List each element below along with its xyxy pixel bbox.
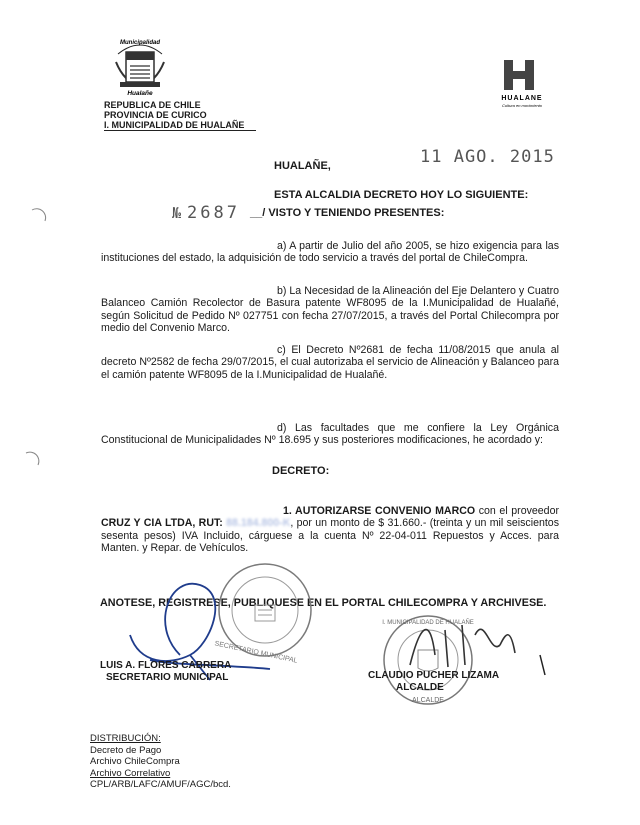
logo-tagline: Cultura en movimiento	[501, 103, 543, 108]
hualane-logo-icon	[498, 58, 546, 108]
punch-hole-mark-top	[28, 205, 48, 225]
crest-bottom-text: Hualañe	[127, 90, 153, 97]
distribution-title: DISTRIBUCIÓN:	[90, 733, 161, 744]
secretary-signature-block	[100, 660, 231, 684]
secretary-title: SECRETARIO MUNICIPAL	[106, 672, 229, 683]
place-label: HUALAÑE,	[274, 160, 331, 172]
paragraph-b: b) La Necesidad de la Alineación del Eje Delantero y Cuatro Balanceo Camión Recolector de Basura patente WF8095 de la I.Municipalidad de Hualañé, según Solicitud de Pedido Nº 027751 con fecha 27/07/2015, a través del Portal Chilecompra por medio del Convenio Marco.	[101, 285, 559, 335]
mayor-stamp-text: ALCALDE	[412, 697, 444, 704]
decreto-title: DECRETO:	[272, 465, 330, 477]
decree-number-row	[172, 203, 444, 223]
mayor-name: CLAUDIO PUCHER LIZAMA	[368, 670, 500, 681]
country-line: REPUBLICA DE CHILE	[104, 100, 201, 110]
decree-number-stamp: 2687	[187, 203, 240, 223]
distribution-item: Archivo Correlativo	[90, 767, 171, 779]
distribution-item: CPL/ARB/LAFC/AMUF/AGC/bcd.	[90, 779, 231, 791]
secretary-stamp-text: SECRETARIO MUNICIPAL	[213, 640, 299, 665]
secretary-name: LUIS A. FLORES CABRERA	[100, 660, 232, 671]
institution-header	[104, 100, 256, 131]
provider-rut-redacted: 88.184.800-K	[226, 517, 291, 530]
crest-top-text: Municipalidad	[119, 40, 161, 46]
distribution-item: Archivo ChileCompra	[90, 756, 180, 768]
paragraph-a: a) A partir de Julio del año 2005, se hizo exigencia para las instituciones del estado, la adquisición de todo servicio a través del portal de ChileCompra.	[101, 240, 559, 265]
provider-name: CRUZ Y CIA LTDA, RUT:	[101, 517, 223, 530]
municipality-line: I. MUNICIPALIDAD DE HUALAÑE	[104, 120, 256, 131]
logo-name: HUALANE	[501, 95, 543, 102]
distribution-block	[90, 733, 231, 791]
municipality-crest-icon	[108, 32, 172, 98]
closing-line: ANOTESE, REGISTRESE, PUBLIQUESE EN EL PORTAL CHILECOMPRA Y ARCHIVESE.	[100, 597, 547, 609]
punch-hole-mark-bottom	[22, 448, 42, 468]
mayor-stamp-municipality: I. MUNICIPALIDAD DE HUALAÑE	[382, 620, 474, 626]
item-1-text-b: , por un monto de $ 31.660.- (treinta y un mil seiscientos sesenta pesos) IVA Incluido, cárguese a la cuenta Nº 22-04-011 Repuestos y Acces. para Manten. y Repar. de Vehículos.	[101, 517, 559, 555]
paragraph-c: c) El Decreto Nº2681 de fecha 11/08/2015 que anula al decreto Nº2582 de fecha 29/07/2015, el cual autorizaba el servicio de Alineación y Balanceo para el camión patente WF8095 de la I.Municipalidad de Hualañé.	[101, 344, 559, 381]
mayor-title: ALCALDE	[396, 682, 444, 693]
visto-heading: __/ VISTO Y TENIENDO PRESENTES:	[249, 207, 445, 219]
province-line: PROVINCIA DE CURICO	[104, 110, 207, 120]
decree-intro: ESTA ALCALDIA DECRETO HOY LO SIGUIENTE:	[274, 189, 529, 201]
paragraph-d: d) Las facultades que me confiere la Ley Orgánica Constitucional de Municipalidades Nº 18.695 y sus posteriores modificaciones, he acordado y:	[101, 422, 559, 447]
decree-item-1	[101, 505, 559, 555]
item-1-lead: 1. AUTORIZARSE CONVENIO MARCO	[283, 505, 476, 517]
date-stamp: 11 AGO. 2015	[420, 147, 555, 167]
mayor-signature-block	[368, 670, 499, 694]
number-sign-icon: №	[172, 204, 182, 222]
item-1-text-a: con el proveedor	[475, 505, 559, 517]
distribution-item: Decreto de Pago	[90, 744, 162, 756]
